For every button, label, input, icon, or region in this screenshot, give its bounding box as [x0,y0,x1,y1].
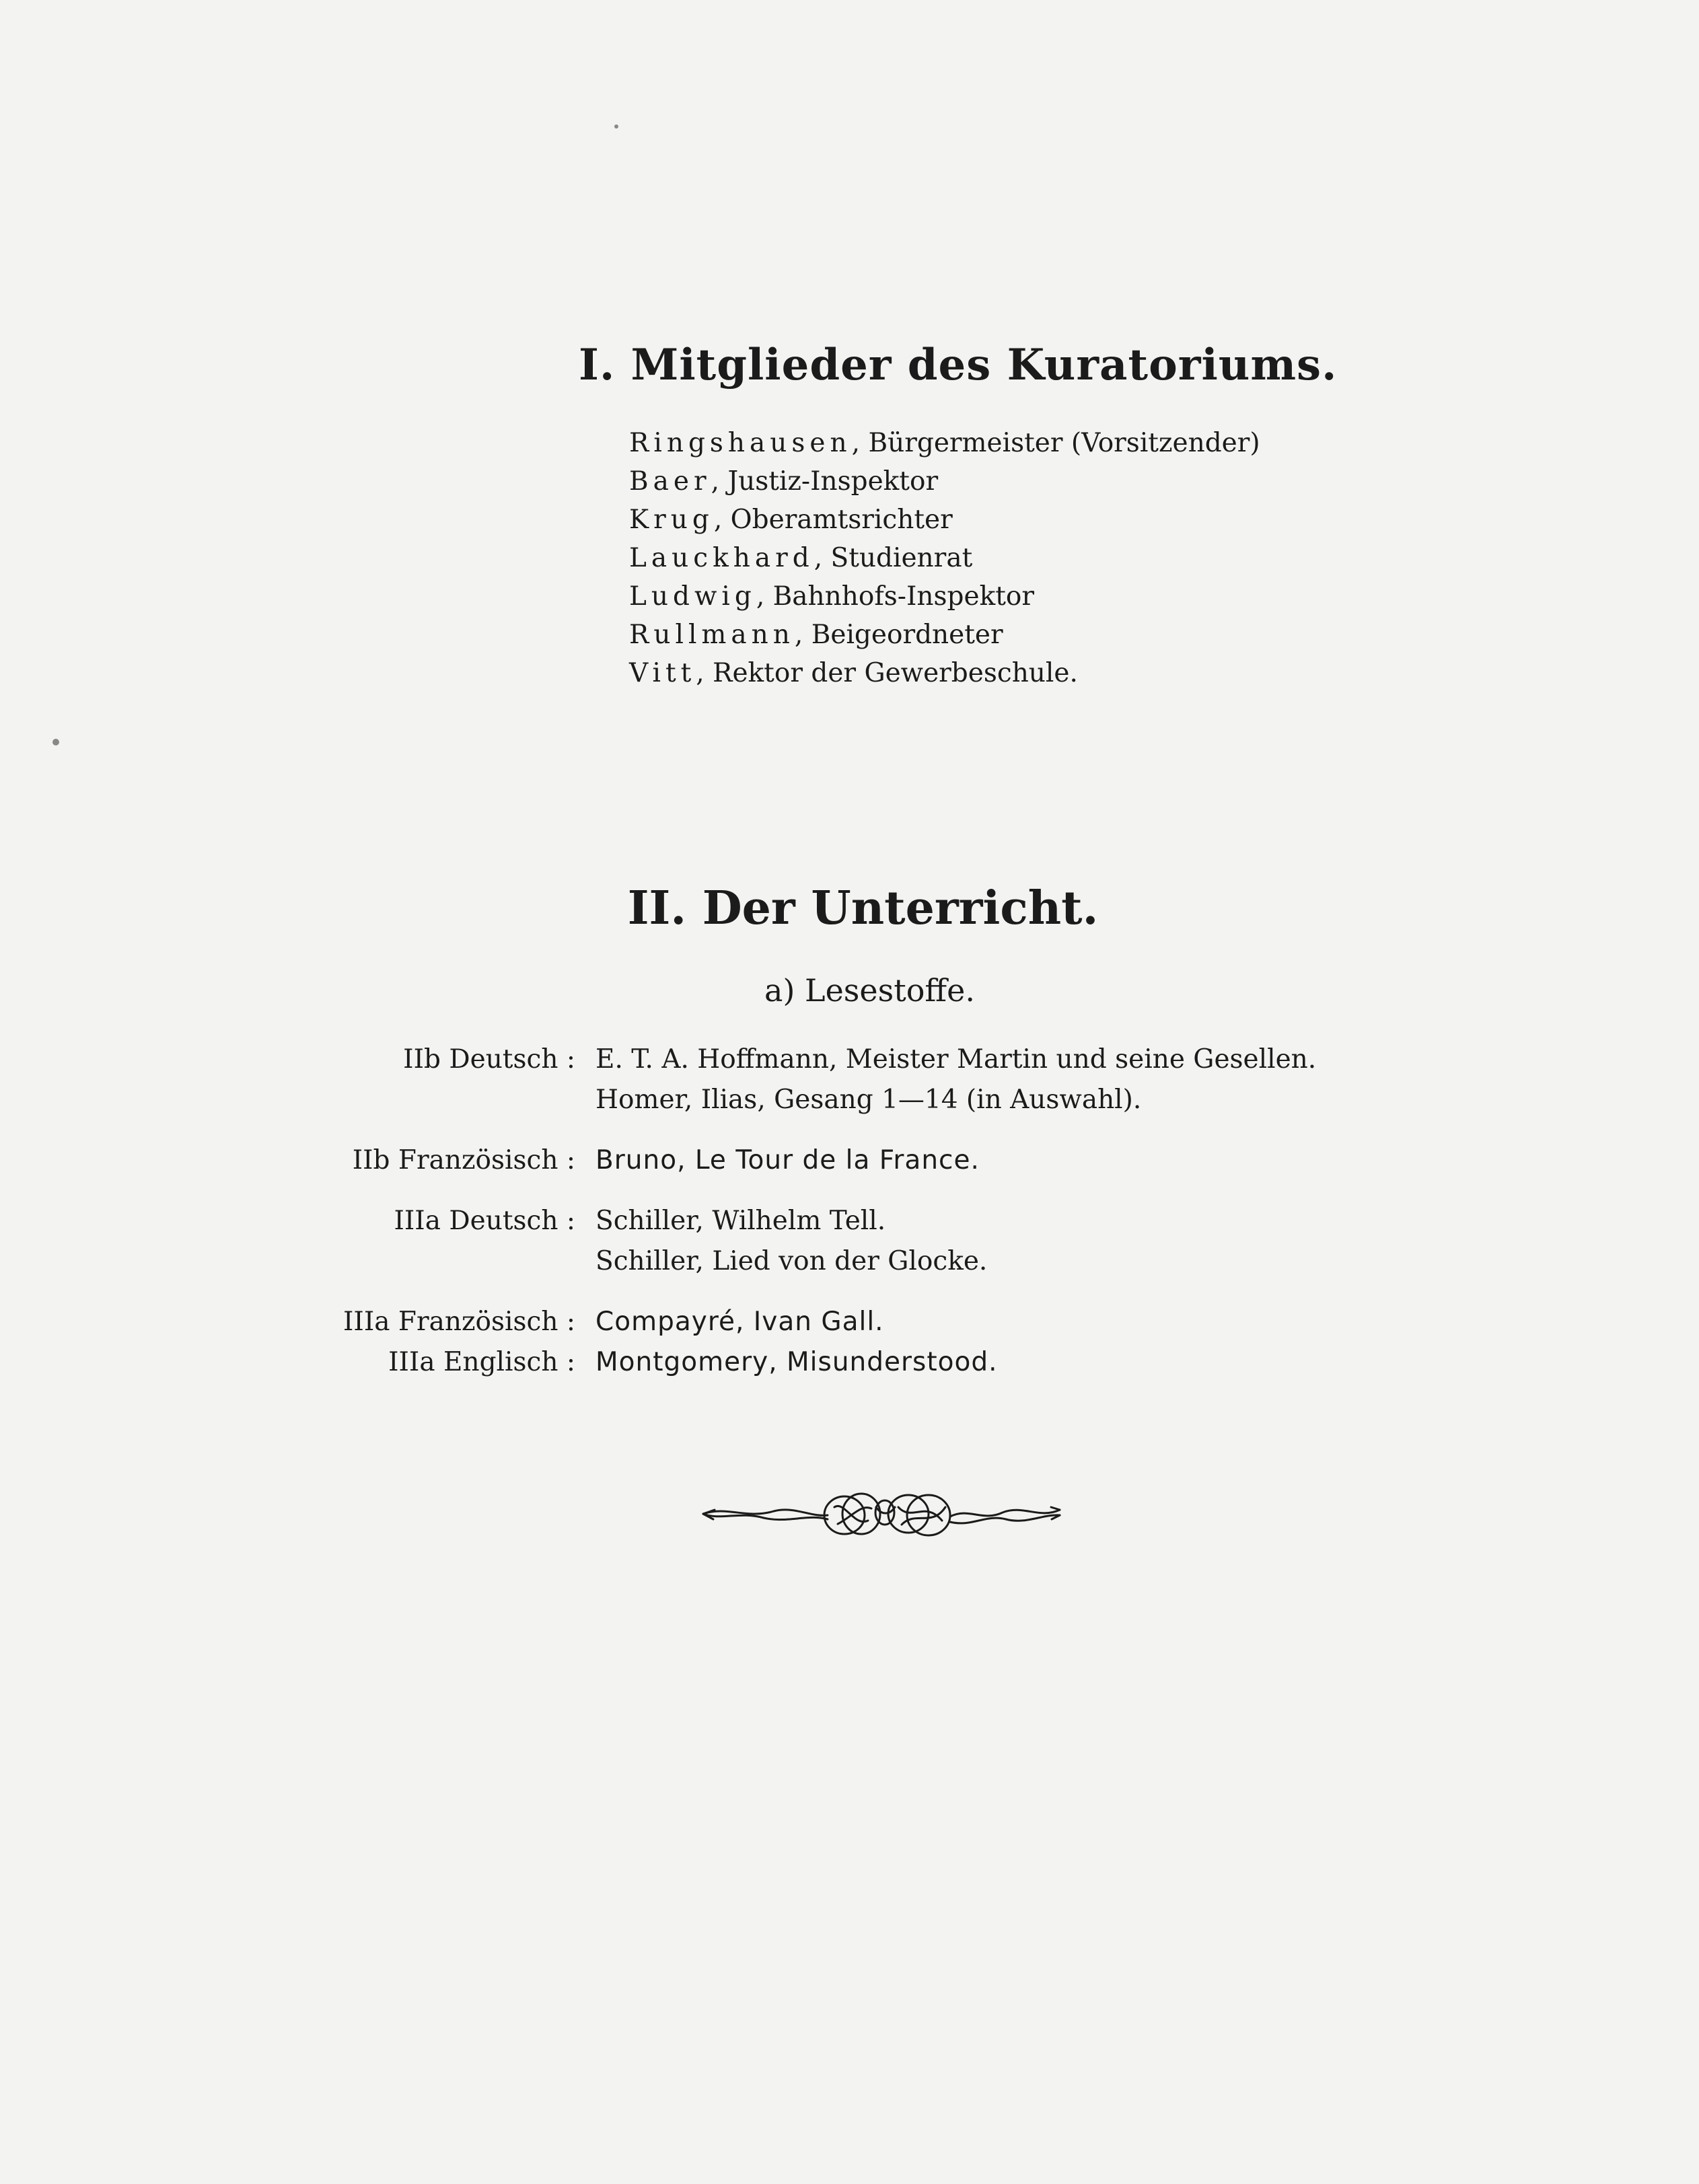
member-item: Rullmann, Beigeordneter [629,620,1003,650]
member-role: Justiz-Inspektor [727,466,939,497]
member-role: Oberamtsrichter [730,505,953,535]
reading-list [0,1040,1699,1403]
member-role: Bahnhofs-Inspektor [772,581,1034,612]
ribbon-bow-ornament-icon [700,1480,1063,1548]
reading-line: Homer, Ilias, Gesang 1—14 (in Auswahl). [595,1085,1142,1115]
member-name: Baer [629,466,711,497]
member-role: Bürgermeister (Vorsitzender) [868,428,1260,458]
section1-title: I. Mitglieder des Kuratoriums. [579,340,1338,390]
class-subject-label: IIb Französisch : [352,1145,575,1175]
scan-speck [52,739,59,745]
member-item: Vitt, Rektor der Gewerbeschule. [629,658,1078,688]
member-list [629,424,1260,692]
class-subject-label: IIIa Deutsch : [394,1206,575,1236]
scan-speck [614,124,618,129]
reading-texts [595,1140,1699,1181]
reading-entry [0,1342,1699,1383]
member-name: Lauckhard [629,543,814,573]
reading-entry [0,1040,1699,1120]
member-role: Studienrat [830,543,973,573]
class-subject-label: IIIa Französisch : [343,1307,575,1337]
reading-line: Schiller, Lied von der Glocke. [595,1246,988,1276]
member-name: Vitt [629,658,696,688]
member-item: Ludwig, Bahnhofs-Inspektor [629,581,1034,612]
member-item: Ringshausen, Bürgermeister (Vorsitzender) [629,428,1260,458]
class-subject-label: IIb Deutsch : [403,1044,575,1075]
reading-texts [595,1342,1699,1383]
member-name: Krug [629,505,714,535]
reading-texts [595,1302,1699,1342]
member-name: Rullmann [629,620,795,650]
reading-entry [0,1302,1699,1342]
subsection-title: a) Lesestoffe. [764,972,975,1009]
reading-line: Montgomery, Misunderstood. [595,1347,998,1377]
member-role: Rektor der Gewerbeschule. [713,658,1078,688]
class-subject-label: IIIa Englisch : [388,1347,575,1377]
reading-texts [595,1201,1699,1282]
member-name: Ludwig [629,581,756,612]
member-item: Lauckhard, Studienrat [629,543,973,573]
member-name: Ringshausen [629,428,852,458]
member-item: Baer, Justiz-Inspektor [629,466,939,497]
reading-entry [0,1140,1699,1181]
reading-entry [0,1201,1699,1282]
reading-line: Bruno, Le Tour de la France. [595,1145,980,1175]
member-role: Beigeordneter [811,620,1003,650]
reading-texts [595,1040,1699,1120]
section2-title: II. Der Unterricht. [627,881,1099,935]
reading-line: Compayré, Ivan Gall. [595,1307,884,1337]
member-item: Krug, Oberamtsrichter [629,505,953,535]
reading-line: E. T. A. Hoffmann, Meister Martin und seine Gesellen. [595,1044,1317,1075]
reading-line: Schiller, Wilhelm Tell. [595,1206,886,1236]
